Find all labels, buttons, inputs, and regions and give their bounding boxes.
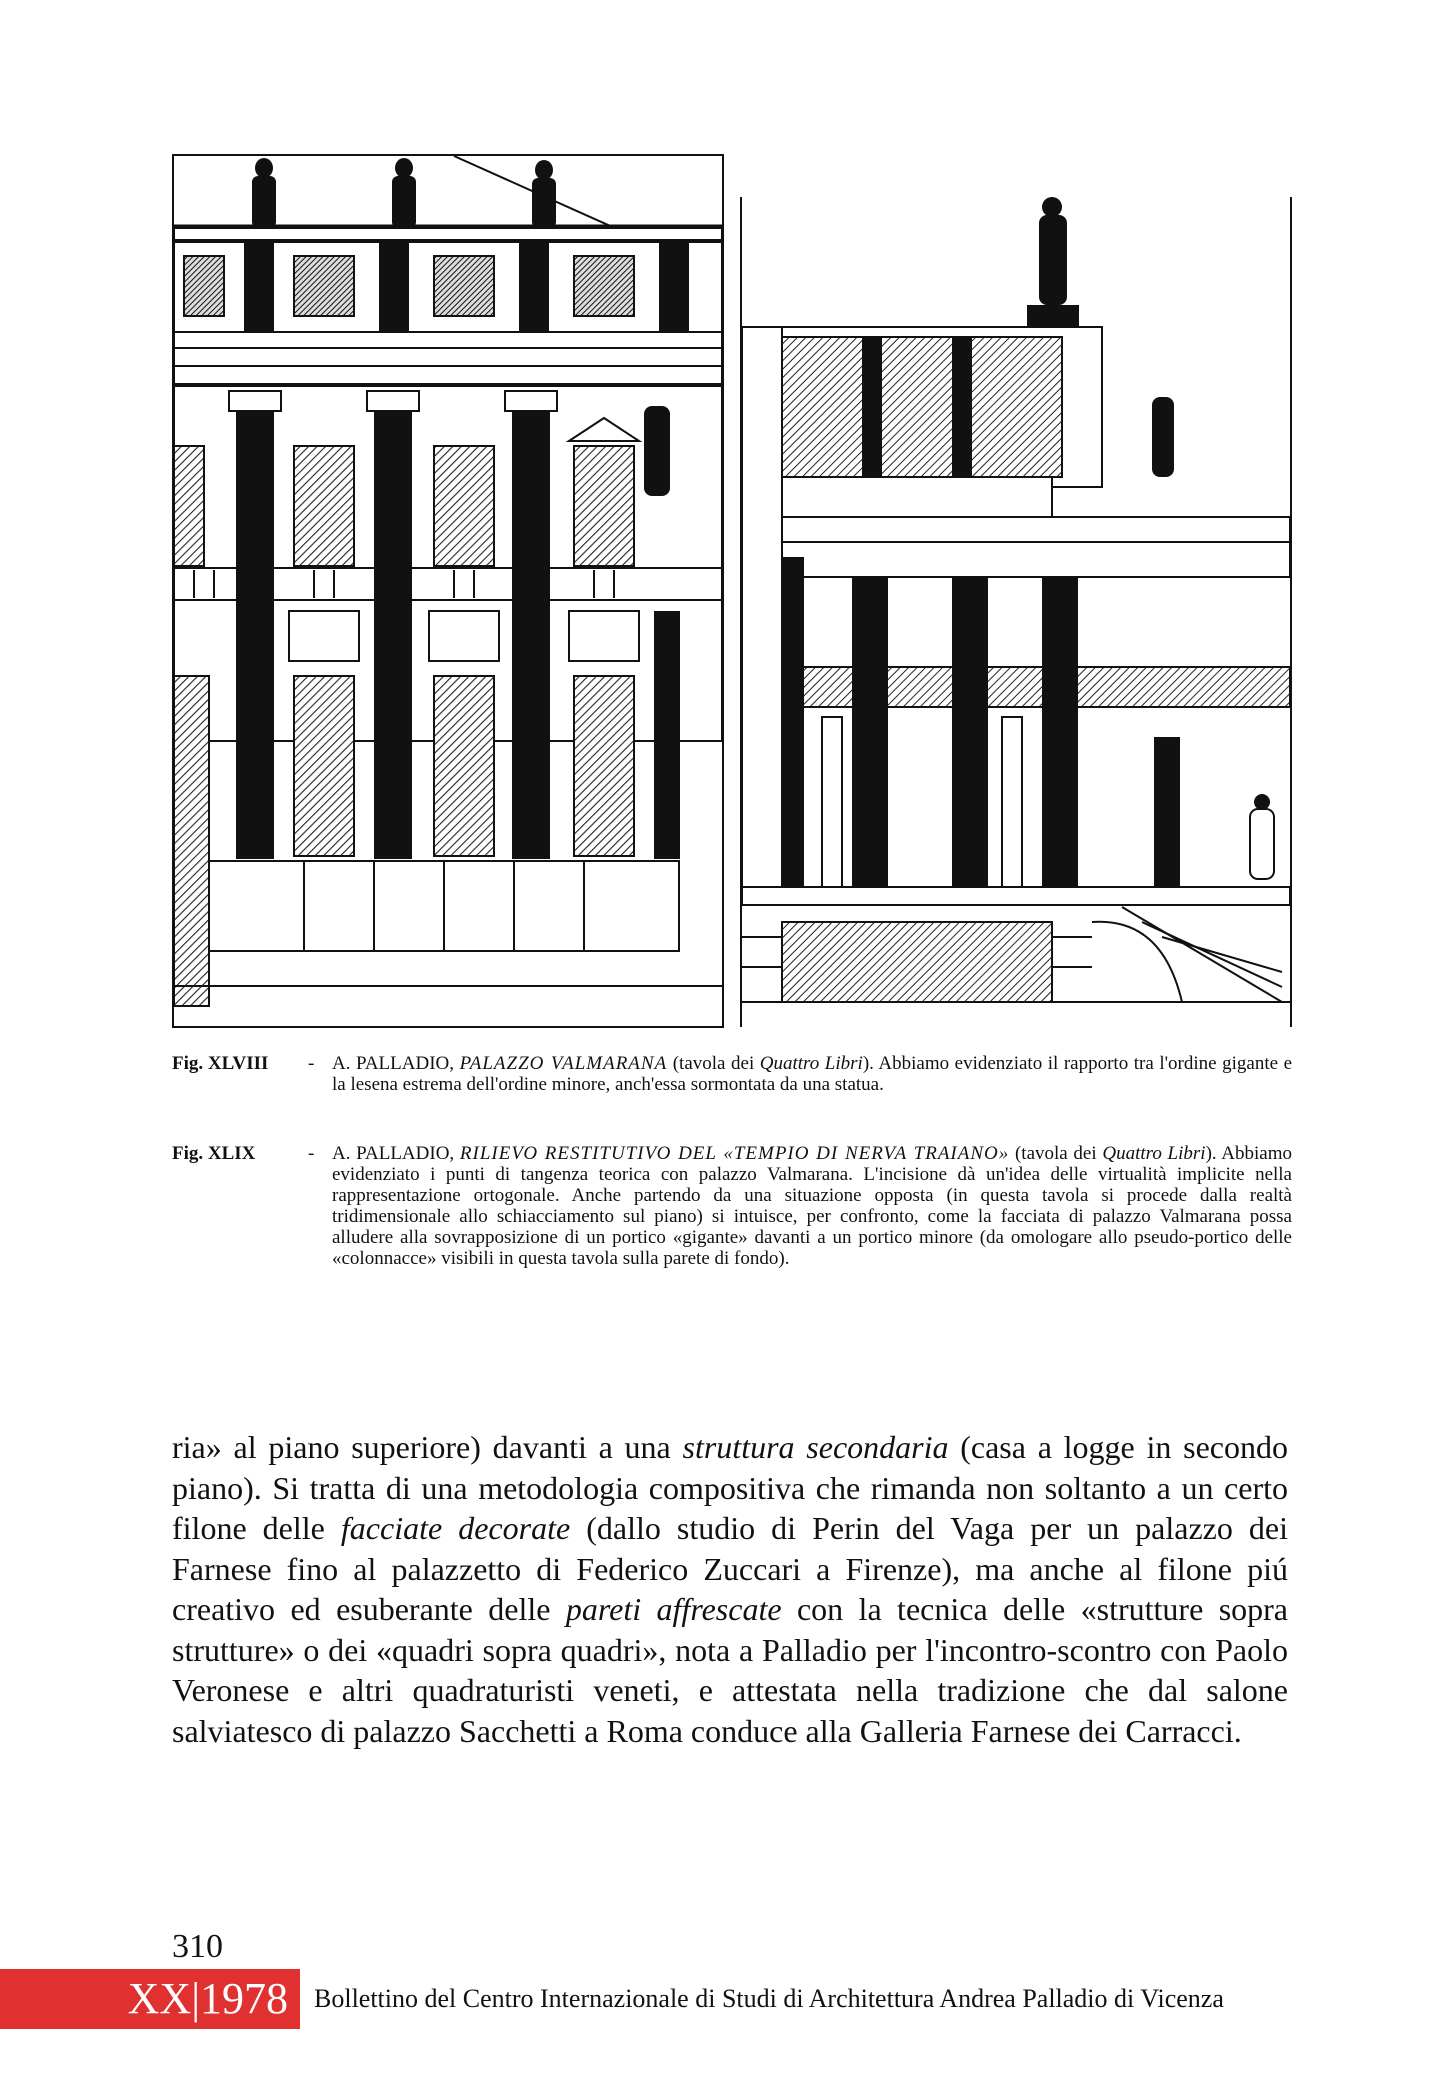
facade-engraving (174, 156, 722, 1026)
caption-book-title: Quattro Libri (759, 1053, 863, 1074)
figure-palazzo-valmarana (172, 154, 724, 1028)
caption-author: A. PALLADIO, (332, 1053, 455, 1074)
figure-caption (172, 1143, 1292, 1269)
text-run: (dallo studio di Perin del Vaga per un palazzo dei Farnese fino al palazzetto di Federico Zuccari a Firenze), ma anche al filone piú creativo ed esuberante delle (172, 1510, 1289, 1627)
caption-book-title: Quattro Libri (1102, 1143, 1206, 1164)
body-paragraph (172, 1427, 1288, 1751)
caption-text: ). Abbiamo evidenziato i punti di tangenza teorica con palazzo Valmarana. L'incisione dà un'idea delle virtualità implicite nella rappresentazione ortogonale. Anche partendo da una situazione opposta (in questa tavola si procede dalla realtà tridimensionale allo schiacciamento sul piano) si intuisce, per confronto, come la facciata di palazzo Valmarana possa alludere alla sovrapposizione di un portico «gigante» davanti a un portico minore (da omologare allo pseudo-portico delle «colonnacce» visibili in questa tavola sulla parete di fondo). (332, 1143, 1293, 1269)
caption-dash: - (308, 1053, 315, 1074)
text-run: (casa a logge in secondo piano). Si tratta di una metodologia compositiva che rimanda non soltanto a un certo filone delle (172, 1429, 1288, 1546)
caption-dash: - (308, 1143, 315, 1164)
text-run: con la tecnica delle «strutture sopra strutture» o dei «quadri sopra quadri», nota a Palladio per l'incontro-scontro con Paolo Veronese e altri quadraturisti veneti, e attestata nella tradizione che dal salone salviatesco di palazzo Sacchetti a Roma conduce alla Galleria Farnese dei Carracci. (172, 1591, 1288, 1749)
emphasis: struttura secondaria (682, 1429, 949, 1465)
caption-text: (tavola dei (667, 1053, 760, 1074)
volume-badge: XX|1978 (0, 1969, 300, 2029)
page-number: 310 (172, 1928, 223, 1965)
caption-text: (tavola dei (1009, 1143, 1103, 1164)
emphasis: pareti affrescate (565, 1591, 782, 1627)
caption-author: A. PALLADIO, (332, 1143, 455, 1164)
caption-title: RILIEVO RESTITUTIVO DEL «TEMPIO DI NERVA TRAIANO» (459, 1143, 1010, 1164)
emphasis: facciate decorate (340, 1510, 571, 1546)
figure-caption (172, 1053, 1292, 1095)
caption-title: PALAZZO VALMARANA (459, 1053, 668, 1074)
caption-body (332, 1143, 1292, 1269)
figure-label: Fig. XLVIII (172, 1053, 269, 1074)
temple-engraving (742, 197, 1290, 1027)
journal-title: Bollettino del Centro Internazionale di Studi di Architettura Andrea Palladio di Vicenza (314, 1984, 1224, 2013)
text-run: ria» al piano superiore) davanti a una (172, 1429, 683, 1465)
caption-body (332, 1053, 1292, 1095)
figure-label: Fig. XLIX (172, 1143, 256, 1164)
paragraph (172, 1427, 1288, 1751)
caption-text: ). Abbiamo evidenziato il rapporto tra l'ordine gigante e la lesena estrema dell'ordine minore, anch'essa sormontata da una statua. (332, 1053, 1292, 1095)
figure-tempio-nerva (740, 197, 1292, 1027)
